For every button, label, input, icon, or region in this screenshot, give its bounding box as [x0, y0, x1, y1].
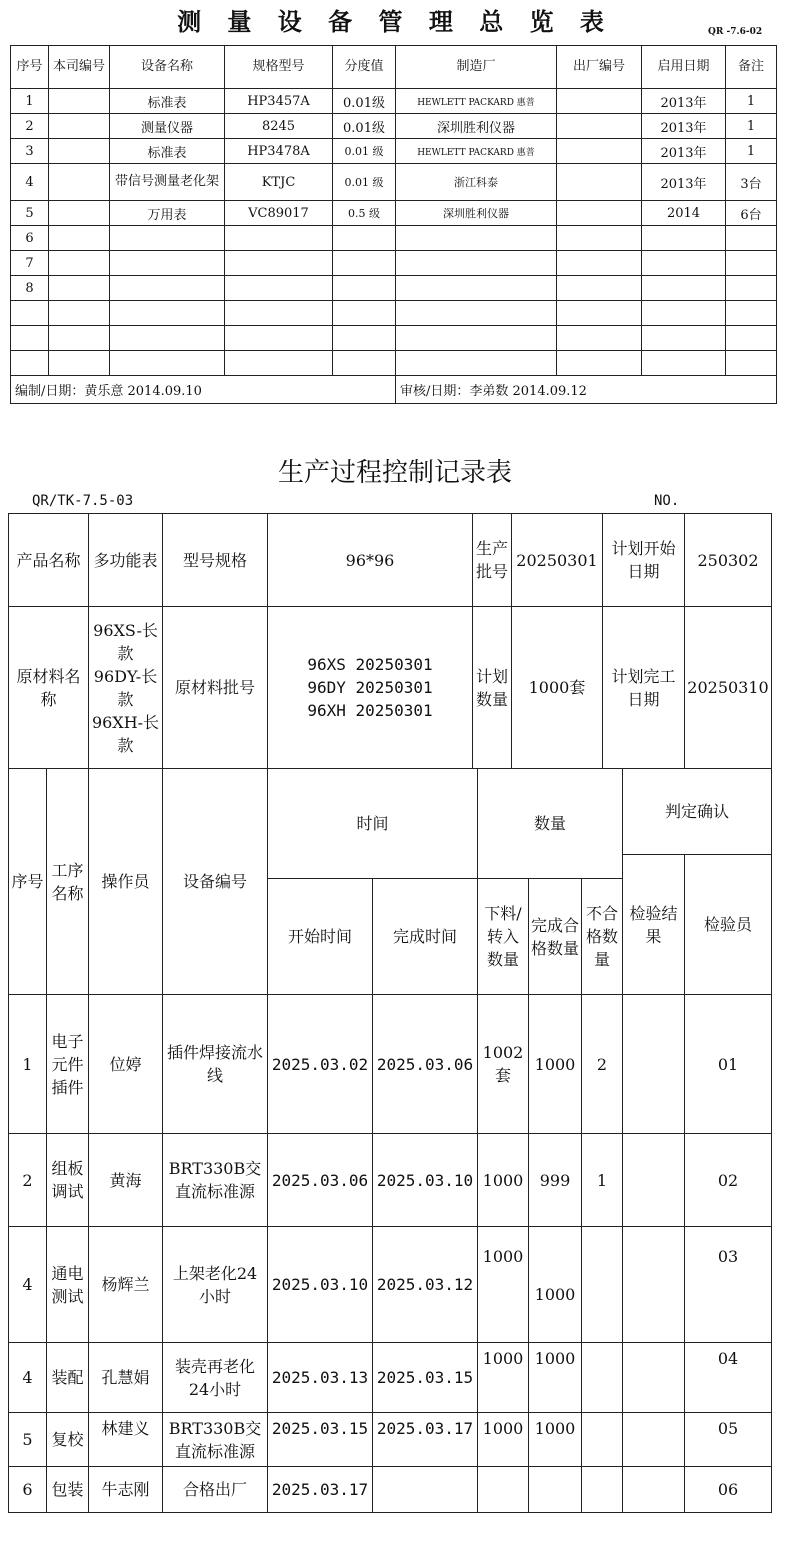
header-result: 检验结果 [623, 855, 685, 995]
product-name-label: 产品名称 [9, 514, 89, 607]
equipment-footer-row [11, 376, 777, 404]
cell-good: 1000 [529, 1413, 582, 1467]
table-row [11, 201, 777, 226]
cell-process: 组板调试 [47, 1134, 89, 1227]
cell-finish: 2025.03.10 [373, 1134, 478, 1227]
cell-result [623, 995, 685, 1134]
cell-start: 2025.03.06 [268, 1134, 373, 1227]
cell-finish: 2025.03.15 [373, 1343, 478, 1413]
cell-seq: 1 [9, 995, 47, 1134]
cell-seq [11, 326, 49, 351]
cell-model: 8245 [225, 114, 333, 139]
table-row [9, 1413, 772, 1467]
table-row [11, 276, 777, 301]
material-name-label: 原材料名称 [9, 607, 89, 769]
header-good: 完成合格数量 [529, 879, 582, 995]
cell-start: 2025.03.10 [268, 1227, 373, 1343]
cell-operator: 黄海 [89, 1134, 163, 1227]
material-name: 96XS-长款 [93, 620, 158, 663]
cell-seq: 1 [11, 89, 49, 114]
cell-manufacturer: HEWLETT PACKARD 惠普 [396, 139, 557, 164]
cell-seq [11, 301, 49, 326]
header-seq: 序号 [11, 46, 49, 89]
cell-start-date: 2013年 [642, 139, 726, 164]
plan-start-value: 250302 [685, 514, 772, 607]
material-name: 96XH-长款 [91, 712, 160, 755]
material-names [89, 607, 163, 769]
cell-operator: 位婷 [89, 995, 163, 1134]
cell-seq: 4 [11, 164, 49, 201]
plan-qty-label: 计划数量 [473, 607, 512, 769]
cell-finish: 2025.03.06 [373, 995, 478, 1134]
cell-process: 包装 [47, 1467, 89, 1513]
header-start: 开始时间 [268, 879, 373, 995]
cell-seq: 3 [11, 139, 49, 164]
cell-start-date: 2013年 [642, 89, 726, 114]
cell-start: 2025.03.17 [268, 1467, 373, 1513]
cell-inspector: 02 [685, 1134, 772, 1227]
cell-resolution: 0.5 级 [333, 201, 396, 226]
material-batch: 96XH 20250301 [307, 701, 433, 720]
header-seq: 序号 [9, 769, 47, 995]
cell-operator: 林建义 [89, 1413, 163, 1467]
cell-seq: 4 [9, 1227, 47, 1343]
header-model: 规格型号 [225, 46, 333, 89]
cell-factory-no [557, 139, 642, 164]
cell-seq: 4 [9, 1343, 47, 1413]
cell-seq: 6 [11, 226, 49, 251]
plan-end-value: 20250310 [685, 607, 772, 769]
reviewed-by: 审核/日期：李弟数 2014.09.12 [396, 376, 777, 404]
cell-manufacturer: HEWLETT PACKARD 惠普 [396, 89, 557, 114]
cell-process: 通电测试 [47, 1227, 89, 1343]
cell-input: 1000 [478, 1413, 529, 1467]
cell-input [478, 1467, 529, 1513]
cell-company-no [49, 114, 110, 139]
cell-factory-no [557, 114, 642, 139]
material-batch-label: 原材料批号 [163, 607, 268, 769]
header-inspector: 检验员 [685, 855, 772, 995]
cell-start-date: 2013年 [642, 114, 726, 139]
material-batches [268, 607, 473, 769]
table-row [11, 326, 777, 351]
header-quantity: 数量 [478, 769, 623, 879]
cell-factory-no [557, 164, 642, 201]
header-process: 工序名称 [47, 769, 89, 995]
production-form-code: QR/TK-7.5-03 [32, 493, 134, 509]
cell-manufacturer: 深圳胜利仪器 [396, 114, 557, 139]
batch-label: 生产批号 [473, 514, 512, 607]
cell-process: 装配 [47, 1343, 89, 1413]
cell-name: 标准表 [110, 89, 225, 114]
header-finish: 完成时间 [373, 879, 478, 995]
production-info-table [8, 513, 772, 769]
material-name: 96DY-长款 [93, 666, 158, 709]
header-time: 时间 [268, 769, 478, 879]
header-input: 下料/转入数量 [478, 879, 529, 995]
equipment-form-code: QR -7.6-02 [708, 27, 763, 37]
table-row [11, 226, 777, 251]
cell-bad [582, 1343, 623, 1413]
cell-remark: 1 [726, 139, 777, 164]
cell-bad: 2 [582, 995, 623, 1134]
table-row [11, 351, 777, 376]
cell-seq: 7 [11, 251, 49, 276]
header-bad: 不合格数量 [582, 879, 623, 995]
cell-remark: 1 [726, 89, 777, 114]
cell-name: 测量仪器 [110, 114, 225, 139]
cell-name: 万用表 [110, 201, 225, 226]
table-row [9, 1134, 772, 1227]
material-batch: 96DY 20250301 [307, 678, 433, 697]
cell-inspector: 01 [685, 995, 772, 1134]
model-spec-label: 型号规格 [163, 514, 268, 607]
cell-start: 2025.03.15 [268, 1413, 373, 1467]
header-equipment: 设备编号 [163, 769, 268, 995]
cell-finish: 2025.03.17 [373, 1413, 478, 1467]
cell-good: 999 [529, 1134, 582, 1227]
equipment-overview-title: 测 量 设 备 管 理 总 览 表 [177, 7, 613, 36]
cell-bad [582, 1227, 623, 1343]
info-row-1 [9, 514, 772, 607]
cell-equipment: BRT330B交直流标准源 [163, 1413, 268, 1467]
cell-operator: 牛志刚 [89, 1467, 163, 1513]
header-factory-no: 出厂编号 [557, 46, 642, 89]
model-spec-value: 96*96 [268, 514, 473, 607]
header-resolution: 分度值 [333, 46, 396, 89]
production-record-title: 生产过程控制记录表 [277, 458, 512, 488]
cell-resolution: 0.01级 [333, 89, 396, 114]
cell-factory-no [557, 89, 642, 114]
cell-bad [582, 1467, 623, 1513]
table-row [11, 164, 777, 201]
cell-inspector: 05 [685, 1413, 772, 1467]
batch-value: 20250301 [512, 514, 603, 607]
cell-input: 1000 [478, 1227, 529, 1343]
cell-equipment: BRT330B交直流标准源 [163, 1134, 268, 1227]
cell-good: 1000 [529, 995, 582, 1134]
cell-start: 2025.03.13 [268, 1343, 373, 1413]
cell-remark: 1 [726, 114, 777, 139]
prepared-by: 编制/日期：黄乐意 2014.09.10 [11, 376, 396, 404]
equipment-header-row [11, 46, 777, 89]
cell-name: 标准表 [110, 139, 225, 164]
cell-equipment: 装壳再老化24小时 [163, 1343, 268, 1413]
cell-finish: 2025.03.12 [373, 1227, 478, 1343]
header-remark: 备注 [726, 46, 777, 89]
cell-operator: 杨辉兰 [89, 1227, 163, 1343]
cell-factory-no [557, 201, 642, 226]
plan-qty-value: 1000套 [512, 607, 603, 769]
cell-result [623, 1343, 685, 1413]
table-row [9, 1467, 772, 1513]
cell-seq: 6 [9, 1467, 47, 1513]
cell-seq: 2 [11, 114, 49, 139]
header-judgement: 判定确认 [623, 769, 772, 855]
cell-finish [373, 1467, 478, 1513]
cell-manufacturer: 深圳胜利仪器 [396, 201, 557, 226]
cell-equipment: 上架老化24小时 [163, 1227, 268, 1343]
table-row [11, 251, 777, 276]
cell-manufacturer: 浙江科泰 [396, 164, 557, 201]
cell-remark: 6台 [726, 201, 777, 226]
material-batch: 96XS 20250301 [307, 655, 433, 674]
cell-company-no [49, 139, 110, 164]
cell-start: 2025.03.02 [268, 995, 373, 1134]
cell-model: HP3478A [225, 139, 333, 164]
cell-result [623, 1227, 685, 1343]
table-row [11, 114, 777, 139]
cell-good: 1000 [529, 1343, 582, 1413]
cell-start-date: 2013年 [642, 164, 726, 201]
product-name-value: 多功能表 [89, 514, 163, 607]
cell-remark: 3台 [726, 164, 777, 201]
cell-model: VC89017 [225, 201, 333, 226]
cell-result [623, 1413, 685, 1467]
cell-process: 电子元件插件 [47, 995, 89, 1134]
cell-company-no [49, 201, 110, 226]
header-name: 设备名称 [110, 46, 225, 89]
cell-inspector: 03 [685, 1227, 772, 1343]
production-process-table [8, 768, 772, 1513]
cell-result [623, 1134, 685, 1227]
table-row [11, 301, 777, 326]
cell-process: 复校 [47, 1413, 89, 1467]
cell-resolution: 0.01 级 [333, 164, 396, 201]
cell-model: HP3457A [225, 89, 333, 114]
cell-good [529, 1467, 582, 1513]
cell-resolution: 0.01 级 [333, 139, 396, 164]
header-start-date: 启用日期 [642, 46, 726, 89]
table-row [11, 139, 777, 164]
cell-operator: 孔慧娟 [89, 1343, 163, 1413]
plan-start-label: 计划开始日期 [603, 514, 685, 607]
cell-input: 1000 [478, 1134, 529, 1227]
plan-end-label: 计划完工日期 [603, 607, 685, 769]
table-row [9, 1343, 772, 1413]
cell-inspector: 06 [685, 1467, 772, 1513]
cell-company-no [49, 89, 110, 114]
production-no-label: NO. [654, 493, 680, 509]
cell-bad [582, 1413, 623, 1467]
cell-input: 1000 [478, 1343, 529, 1413]
info-row-2 [9, 607, 772, 769]
equipment-overview-table [10, 45, 777, 404]
cell-seq: 5 [11, 201, 49, 226]
cell-input: 1002套 [478, 995, 529, 1134]
cell-result [623, 1467, 685, 1513]
cell-bad: 1 [582, 1134, 623, 1227]
cell-model: KTJC [225, 164, 333, 201]
cell-start-date: 2014 [642, 201, 726, 226]
cell-good: 1000 [529, 1227, 582, 1343]
cell-equipment: 插件焊接流水线 [163, 995, 268, 1134]
cell-seq: 5 [9, 1413, 47, 1467]
cell-seq: 8 [11, 276, 49, 301]
header-company-no: 本司编号 [49, 46, 110, 89]
cell-equipment: 合格出厂 [163, 1467, 268, 1513]
cell-seq [11, 351, 49, 376]
table-row [11, 89, 777, 114]
cell-inspector: 04 [685, 1343, 772, 1413]
table-row [9, 995, 772, 1134]
header-operator: 操作员 [89, 769, 163, 995]
process-header-row-1 [9, 769, 772, 855]
header-manufacturer: 制造厂 [396, 46, 557, 89]
cell-company-no [49, 164, 110, 201]
cell-name: 带信号测量老化架 [110, 164, 225, 201]
cell-resolution: 0.01级 [333, 114, 396, 139]
cell-seq: 2 [9, 1134, 47, 1227]
table-row [9, 1227, 772, 1343]
